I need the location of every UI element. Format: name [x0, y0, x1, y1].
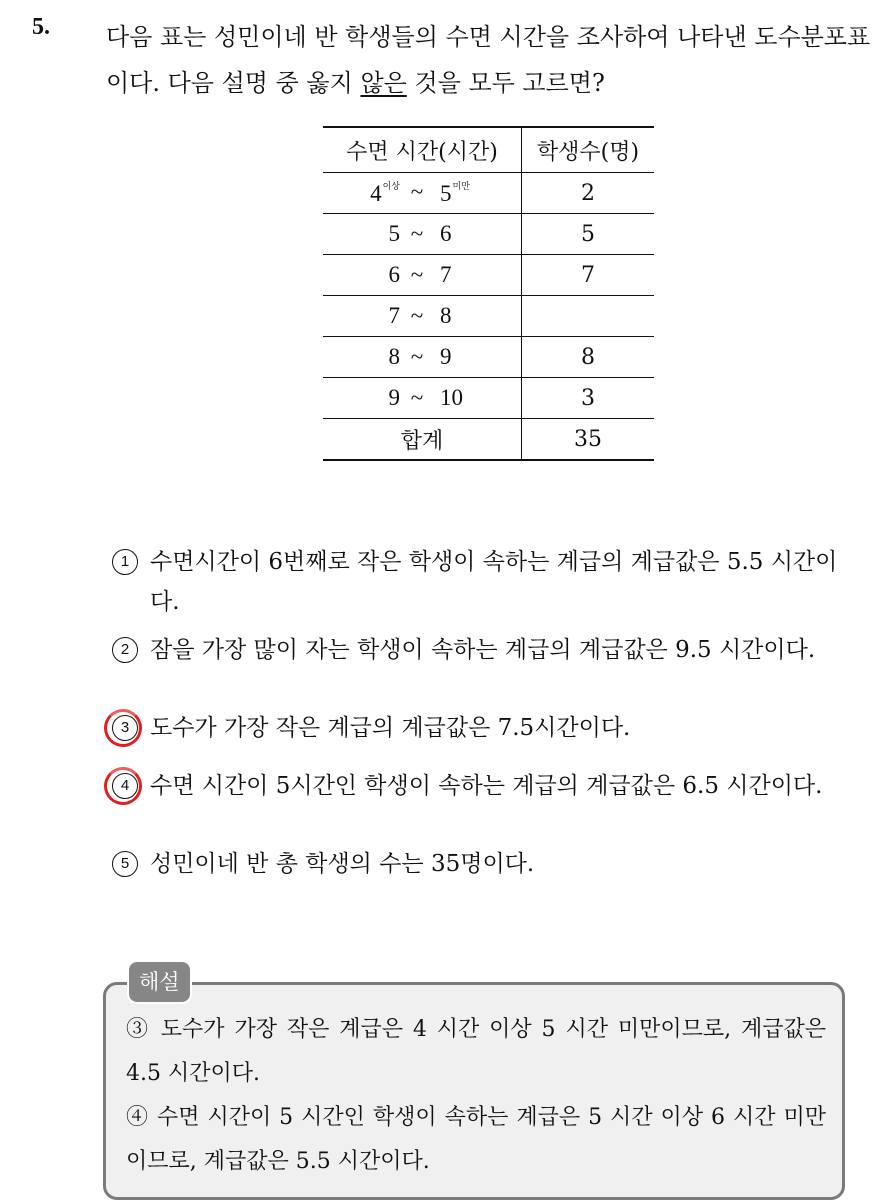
choice-number: 4 — [110, 766, 140, 806]
question-text: 다음 표는 성민이네 반 학생들의 수면 시간을 조사하여 나타낸 도수분포표이다. 다음 설명 중 옳지 않은 것을 모두 고르면? — [106, 23, 871, 97]
interval-upper: 9 — [440, 344, 452, 369]
header-student-count: 학생수(명) — [522, 127, 655, 173]
interval-lower: 8 — [388, 344, 400, 369]
above-label: 이상 — [382, 181, 400, 191]
choice-4 — [110, 766, 850, 806]
class-interval — [323, 214, 522, 255]
frequency-cell: 8 — [522, 337, 655, 378]
frequency-cell: 5 — [522, 214, 655, 255]
choice-3 — [110, 708, 850, 748]
choice-number: 1 — [110, 542, 140, 582]
frequency-cell: 2 — [522, 173, 655, 214]
interval-upper: 10 — [440, 385, 463, 410]
total-label: 합계 — [323, 419, 522, 461]
choice-text: 성민이네 반 총 학생의 수는 35명이다. — [150, 851, 535, 877]
explanation-text — [126, 1008, 826, 1184]
class-interval — [323, 296, 522, 337]
interval-upper: 6 — [440, 221, 452, 246]
class-interval — [323, 173, 522, 214]
class-interval — [323, 255, 522, 296]
class-interval — [323, 378, 522, 419]
interval-lower: 9 — [388, 385, 400, 410]
choice-5 — [110, 844, 850, 884]
explanation-line: ③ 도수가 가장 작은 계급은 4 시간 이상 5 시간 미만이므로, 계급값은 4.5 시간이다. — [126, 1017, 826, 1086]
tilde: ~ — [410, 221, 424, 246]
interval-lower: 7 — [388, 303, 400, 328]
frequency-cell: 3 — [522, 378, 655, 419]
choice-number: 2 — [110, 630, 140, 670]
choice-number: 3 — [110, 708, 140, 748]
total-value: 35 — [522, 419, 655, 461]
tilde: ~ — [410, 385, 424, 410]
tilde: ~ — [410, 344, 424, 369]
tilde: ~ — [410, 303, 424, 328]
emphasis-underline: 않은 — [360, 69, 407, 97]
choice-text: 수면 시간이 5시간인 학생이 속하는 계급의 계급값은 6.5 시간이다. — [150, 773, 823, 799]
choice-number: 5 — [110, 844, 140, 884]
interval-upper: 5 — [440, 181, 452, 206]
tilde: ~ — [410, 262, 424, 287]
choice-text: 수면시간이 6번째로 작은 학생이 속하는 계급의 계급값은 5.5 시간이다. — [150, 549, 838, 615]
header-sleep-time: 수면 시간(시간) — [323, 127, 522, 173]
interval-upper: 8 — [440, 303, 452, 328]
interval-upper: 7 — [440, 262, 452, 287]
table-row — [323, 173, 654, 214]
table-row — [323, 296, 654, 337]
below-label: 미만 — [452, 181, 470, 191]
frequency-table — [323, 126, 654, 461]
total-row — [323, 419, 654, 461]
frequency-cell: 7 — [522, 255, 655, 296]
table-row — [323, 214, 654, 255]
table-row — [323, 255, 654, 296]
interval-lower: 6 — [388, 262, 400, 287]
explanation-tag: 해설 — [127, 960, 192, 1004]
explanation-line: ④ 수면 시간이 5 시간인 학생이 속하는 계급은 5 시간 이상 6 시간 미만이므로, 계급값은 5.5 시간이다. — [126, 1105, 826, 1174]
choice-2 — [110, 630, 850, 670]
table-row — [323, 337, 654, 378]
table-row — [323, 378, 654, 419]
red-circle-mark — [104, 709, 142, 747]
interval-lower: 5 — [388, 221, 400, 246]
red-circle-mark — [104, 767, 142, 805]
tilde: ~ — [410, 179, 424, 204]
choice-1 — [110, 542, 850, 622]
class-interval — [323, 337, 522, 378]
question-number: 5. — [32, 14, 50, 40]
interval-lower: 4 — [370, 181, 382, 206]
choice-text: 잠을 가장 많이 자는 학생이 속하는 계급의 계급값은 9.5 시간이다. — [150, 637, 816, 663]
choice-text: 도수가 가장 작은 계급의 계급값은 7.5시간이다. — [150, 715, 631, 741]
frequency-cell — [522, 296, 655, 337]
